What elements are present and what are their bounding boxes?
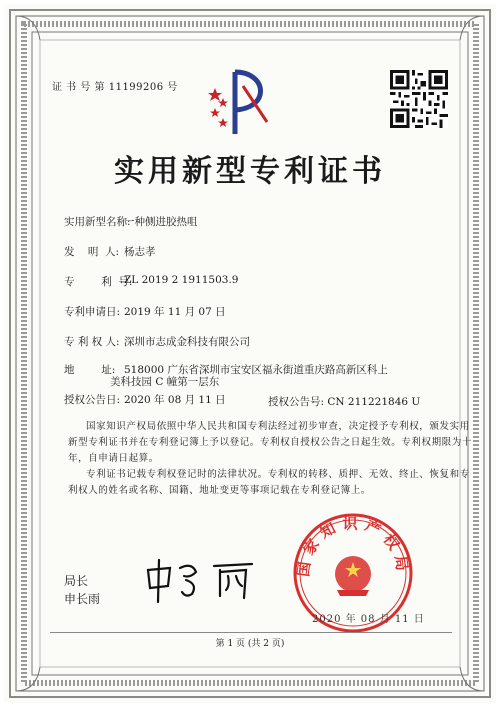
notice-line-3: 年，自申请日起算。	[68, 453, 159, 464]
certificate-title: 实用新型专利证书	[114, 154, 386, 189]
field-value: 杨志孝	[124, 246, 156, 258]
notice-line-2: 新型专利证书并在专利登记簿上予以登记。专利权自授权公告之日起生效。专利权期限为十	[68, 437, 473, 448]
field-label: 授权公告日:	[64, 394, 121, 406]
field-label: 专 利 号:	[64, 276, 133, 288]
director-title: 局长	[64, 574, 89, 588]
field-label: 发 明 人:	[64, 246, 120, 258]
footer-divider	[50, 632, 452, 633]
address-line-2: 美科技园 C 幢第一层东	[110, 376, 220, 388]
seal-date: 2020 年 08 月 11 日	[312, 614, 425, 625]
director-signature-icon	[140, 556, 270, 606]
field-label: 专 利 权 人:	[64, 336, 120, 348]
notice-line-1: 国家知识产权局依照中华人民共和国专利法经过初步审查，决定授予专利权，颁发实用	[86, 421, 470, 432]
field-value: ZL 2019 2 1911503.9	[124, 274, 239, 286]
notice-line-5: 利权人的姓名或名称、国籍、地址变更等事项记载在专利登记簿上。	[68, 485, 372, 496]
field-label: 地 址:	[64, 364, 116, 376]
certificate-number: 证 书 号 第 11199206 号	[52, 82, 178, 93]
svg-text:国家知识产权局: 国家知识产权局	[294, 514, 412, 578]
field-value: 深圳市志成金科技有限公司	[124, 336, 250, 348]
field-value: 一种侧进胶热咀	[124, 216, 198, 228]
qr-code-icon	[390, 70, 448, 128]
field-label: 专利申请日:	[64, 306, 121, 318]
director-name: 申长雨	[64, 592, 101, 606]
page-footer: 第 1 页 (共 2 页)	[215, 639, 285, 649]
field-label: 实用新型名称:	[64, 216, 131, 228]
field-value: 2019 年 11 月 07 日	[124, 306, 226, 318]
cnipa-logo-icon	[205, 64, 275, 140]
field-value: 2020 年 08 月 11 日	[124, 394, 226, 406]
field-value: 518000 广东省深圳市宝安区福永街道重庆路高新区科上	[124, 364, 388, 376]
announcement-number: 授权公告号: CN 211221846 U	[268, 396, 421, 408]
notice-line-4: 专利证书记载专利权登记时的法律状况。专利权的转移、质押、无效、终止、恢复和专	[86, 469, 470, 480]
